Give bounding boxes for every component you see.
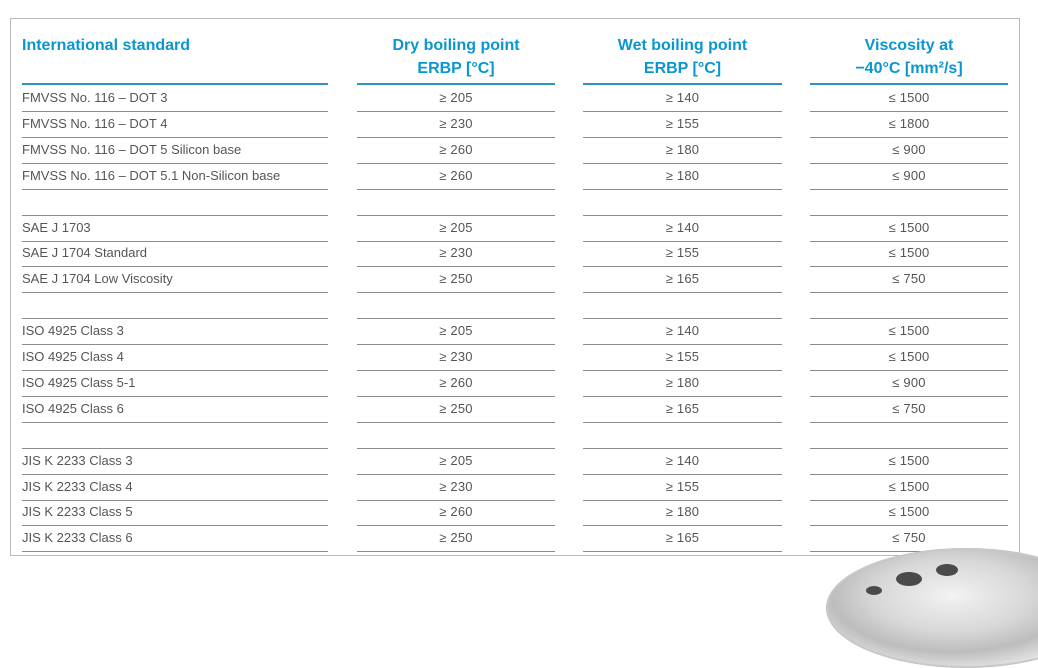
viscosity-cell: ≤ 1500: [810, 241, 1008, 267]
wet-boiling-cell: ≥ 155: [583, 112, 782, 138]
spacer-cell: [583, 293, 782, 319]
wet-boiling-cell: ≥ 165: [583, 267, 782, 293]
wet-boiling-cell: ≥ 140: [583, 449, 782, 475]
dry-boiling-cell: ≥ 230: [357, 475, 555, 501]
viscosity-cell: ≤ 750: [810, 526, 1008, 552]
dry-boiling-cell: ≥ 260: [357, 500, 555, 526]
spacer-cell: [357, 190, 555, 216]
standard-name-cell: ISO 4925 Class 3: [22, 319, 328, 345]
wet-boiling-cell: ≥ 140: [583, 319, 782, 345]
header-text: −40°C [mm²/s]: [855, 60, 963, 77]
viscosity-cell: ≤ 900: [810, 138, 1008, 164]
standard-name-cell: JIS K 2233 Class 3: [22, 449, 328, 475]
spacer-cell: [357, 423, 555, 449]
header-text: Viscosity at: [864, 37, 954, 54]
header-text: International standard: [22, 37, 191, 54]
spacer-cell: [357, 293, 555, 319]
viscosity-cell: ≤ 900: [810, 371, 1008, 397]
header-text: Wet boiling point: [617, 37, 748, 54]
standard-name-cell: ISO 4925 Class 4: [22, 345, 328, 371]
spacer-cell: [22, 423, 328, 449]
dry-boiling-cell: ≥ 205: [357, 319, 555, 345]
viscosity-cell: ≤ 750: [810, 397, 1008, 423]
dry-boiling-cell: ≥ 230: [357, 112, 555, 138]
standard-name-cell: ISO 4925 Class 6: [22, 397, 328, 423]
viscosity-cell: ≤ 900: [810, 164, 1008, 190]
standard-name-cell: FMVSS No. 116 – DOT 5.1 Non-Silicon base: [22, 164, 328, 190]
dry-boiling-cell: ≥ 260: [357, 371, 555, 397]
wet-boiling-cell: ≥ 165: [583, 397, 782, 423]
spacer-cell: [583, 423, 782, 449]
wet-boiling-cell: ≥ 155: [583, 241, 782, 267]
viscosity-cell: ≤ 1500: [810, 500, 1008, 526]
dry-boiling-cell: ≥ 205: [357, 449, 555, 475]
header-viscosity: [810, 34, 1008, 85]
dry-boiling-cell: ≥ 205: [357, 86, 555, 112]
viscosity-cell: ≤ 1500: [810, 345, 1008, 371]
standard-name-cell: JIS K 2233 Class 6: [22, 526, 328, 552]
wet-boiling-cell: ≥ 180: [583, 138, 782, 164]
viscosity-cell: ≤ 1500: [810, 319, 1008, 345]
wet-boiling-cell: ≥ 165: [583, 526, 782, 552]
viscosity-cell: ≤ 1500: [810, 216, 1008, 242]
standard-name-cell: FMVSS No. 116 – DOT 4: [22, 112, 328, 138]
standard-name-cell: SAE J 1704 Low Viscosity: [22, 267, 328, 293]
standard-name-cell: JIS K 2233 Class 4: [22, 475, 328, 501]
dry-boiling-cell: ≥ 250: [357, 267, 555, 293]
dry-boiling-cell: ≥ 230: [357, 241, 555, 267]
brake-disc-image: [826, 548, 1038, 668]
header-wet-boiling-point: [583, 34, 782, 85]
wet-boiling-cell: ≥ 180: [583, 164, 782, 190]
spacer-cell: [22, 293, 328, 319]
dry-boiling-cell: ≥ 250: [357, 397, 555, 423]
header-text: Dry boiling point: [392, 37, 520, 54]
wet-boiling-cell: ≥ 155: [583, 345, 782, 371]
spacer-cell: [810, 190, 1008, 216]
standard-name-cell: SAE J 1703: [22, 216, 328, 242]
dry-boiling-cell: ≥ 260: [357, 138, 555, 164]
wet-boiling-cell: ≥ 140: [583, 86, 782, 112]
wet-boiling-cell: ≥ 180: [583, 371, 782, 397]
spacer-cell: [583, 190, 782, 216]
dry-boiling-cell: ≥ 260: [357, 164, 555, 190]
header-text: ERBP [°C]: [417, 60, 495, 77]
header-dry-boiling-point: [357, 34, 555, 85]
viscosity-cell: ≤ 750: [810, 267, 1008, 293]
spacer-cell: [810, 423, 1008, 449]
spacer-cell: [810, 293, 1008, 319]
standard-name-cell: JIS K 2233 Class 5: [22, 500, 328, 526]
header-text: ERBP [°C]: [643, 60, 722, 77]
standard-name-cell: FMVSS No. 116 – DOT 5 Silicon base: [22, 138, 328, 164]
viscosity-cell: ≤ 1500: [810, 449, 1008, 475]
wet-boiling-cell: ≥ 140: [583, 216, 782, 242]
wet-boiling-cell: ≥ 180: [583, 500, 782, 526]
viscosity-cell: ≤ 1500: [810, 475, 1008, 501]
dry-boiling-cell: ≥ 250: [357, 526, 555, 552]
viscosity-cell: ≤ 1800: [810, 112, 1008, 138]
standard-name-cell: ISO 4925 Class 5-1: [22, 371, 328, 397]
standard-name-cell: FMVSS No. 116 – DOT 3: [22, 86, 328, 112]
wet-boiling-cell: ≥ 155: [583, 475, 782, 501]
dry-boiling-cell: ≥ 230: [357, 345, 555, 371]
viscosity-cell: ≤ 1500: [810, 86, 1008, 112]
spacer-cell: [22, 190, 328, 216]
dry-boiling-cell: ≥ 205: [357, 216, 555, 242]
standard-name-cell: SAE J 1704 Standard: [22, 241, 328, 267]
header-international-standard: [22, 34, 328, 85]
